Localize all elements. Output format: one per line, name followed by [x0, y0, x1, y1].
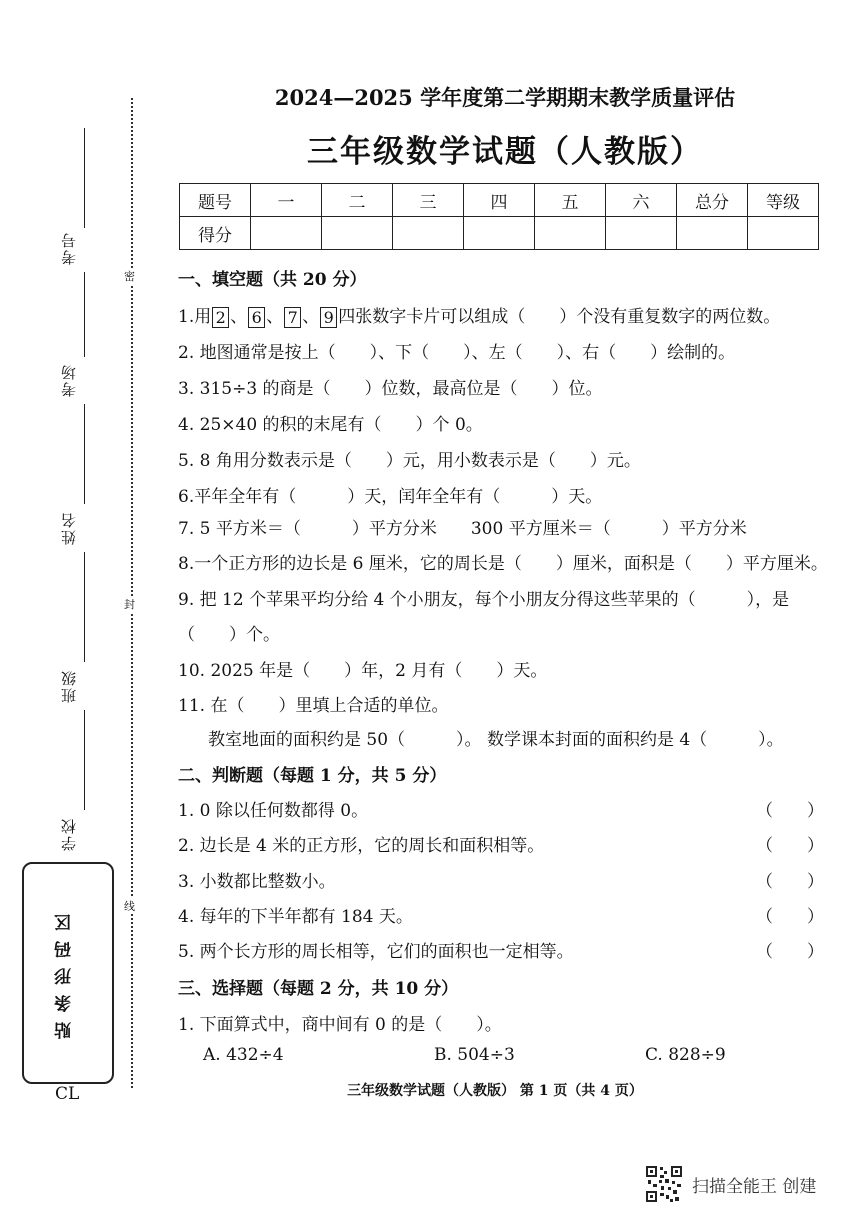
card-separator: 、: [266, 307, 284, 327]
question-fill-7: 7. 5 平方米＝（ ）平方分米 300 平方厘米＝（ ）平方分米: [178, 519, 747, 539]
question-choice-1: 1. 下面算式中，商中间有 0 的是（ ）。: [178, 1015, 502, 1035]
cut-char-xian: 线: [124, 900, 135, 913]
q1-suffix: 四张数字卡片可以组成（ ）个没有重复数字的两位数。: [338, 307, 781, 327]
question-judge-2: 2. 边长是 4 米的正方形，它的周长和面积相等。: [178, 836, 545, 856]
question-fill-2: 2. 地图通常是按上（ ）、下（ ）、左（ ）、右（ ）绘制的。: [178, 343, 736, 363]
cut-char-mi: 密: [124, 270, 135, 283]
question-fill-11: 11. 在（ ）里填上合适的单位。: [178, 696, 449, 716]
exam-title: 2024—2025 学年度第二学期期末教学质量评估: [274, 85, 736, 110]
binding-label-exam-room: 考场: [60, 363, 78, 397]
card-separator: 、: [302, 307, 320, 327]
question-fill-3: 3. 315÷3 的商是（ ）位数，最高位是（ ）位。: [178, 379, 603, 399]
score-header-cell: 三: [393, 184, 464, 217]
score-row-label: 得分: [180, 217, 251, 250]
scanner-watermark: 扫描全能王 创建: [692, 1177, 817, 1197]
score-table-score-row: [180, 217, 819, 250]
binding-label-school: 学校: [60, 817, 78, 851]
score-header-cell: 一: [251, 184, 322, 217]
question-judge-4: 4. 每年的下半年都有 184 天。: [178, 907, 413, 927]
judge-answer-blank[interactable]: （ ）: [756, 942, 824, 962]
score-cell[interactable]: [677, 217, 748, 250]
question-fill-11-items: 教室地面的面积约是 50（ ）。 数学课本封面的面积约是 4（ ）。: [208, 730, 784, 750]
score-header-cell: 五: [535, 184, 606, 217]
digit-card: 9: [320, 307, 337, 328]
cut-char-feng: 封: [124, 598, 135, 611]
binding-line: [84, 404, 85, 504]
judge-answer-blank[interactable]: （ ）: [756, 801, 824, 821]
seal-cut-line: [131, 98, 133, 1088]
question-judge-3: 3. 小数都比整数小。: [178, 872, 336, 892]
question-fill-1: [178, 302, 780, 328]
score-header-cell: 等级: [748, 184, 819, 217]
question-fill-5: 5. 8 角用分数表示是（ ）元，用小数表示是（ ）元。: [178, 451, 641, 471]
corner-code: CL: [55, 1084, 80, 1104]
judge-answer-blank[interactable]: （ ）: [756, 836, 824, 856]
section-fill-in-title: 一、填空题（共 20 分）: [178, 270, 367, 290]
section-choice-title: 三、选择题（每题 2 分，共 10 分）: [178, 979, 459, 999]
question-judge-1: 1. 0 除以任何数都得 0。: [178, 801, 369, 821]
digit-card: 6: [248, 307, 265, 328]
score-table: [179, 183, 819, 250]
digit-card: 2: [212, 307, 229, 328]
score-header-cell: 二: [322, 184, 393, 217]
question-judge-5: 5. 两个长方形的周长相等，它们的面积也一定相等。: [178, 942, 574, 962]
subject-title: 三年级数学试题（人教版）: [307, 134, 703, 170]
question-fill-8: 8.一个正方形的边长是 6 厘米，它的周长是（ ）厘米，面积是（ ）平方厘米。: [178, 554, 828, 574]
score-cell[interactable]: [322, 217, 393, 250]
question-fill-10: 10. 2025 年是（ ）年，2 月有（ ）天。: [178, 661, 548, 681]
score-header-cell: 六: [606, 184, 677, 217]
binding-line: [84, 128, 85, 228]
qr-code-icon: [645, 1165, 683, 1203]
question-fill-4: 4. 25×40 的积的末尾有（ ）个 0。: [178, 415, 483, 435]
judge-answer-blank[interactable]: （ ）: [756, 872, 824, 892]
score-cell[interactable]: [748, 217, 819, 250]
score-cell[interactable]: [606, 217, 677, 250]
score-header-cell: 四: [464, 184, 535, 217]
binding-line: [84, 710, 85, 810]
score-cell[interactable]: [535, 217, 606, 250]
score-cell[interactable]: [393, 217, 464, 250]
choice-option-c[interactable]: C. 828÷9: [645, 1045, 726, 1065]
question-fill-9-continued: （ ）个。: [178, 625, 280, 645]
score-header-cell: 总分: [677, 184, 748, 217]
binding-line: [84, 272, 85, 357]
binding-label-exam-number: 考号: [60, 231, 78, 265]
score-cell[interactable]: [464, 217, 535, 250]
binding-line: [84, 552, 85, 662]
section-judge-title: 二、判断题（每题 1 分，共 5 分）: [178, 766, 447, 786]
page-footer: 三年级数学试题（人教版） 第 1 页（共 4 页）: [347, 1083, 643, 1099]
barcode-area: [22, 862, 114, 1084]
barcode-label: 贴条形码区: [55, 904, 75, 1039]
binding-label-class: 班级: [60, 669, 78, 703]
score-cell[interactable]: [251, 217, 322, 250]
score-header-cell: 题号: [180, 184, 251, 217]
score-table-header-row: [180, 184, 819, 217]
question-fill-9: 9. 把 12 个苹果平均分给 4 个小朋友，每个小朋友分得这些苹果的（ ），是: [178, 590, 790, 610]
q1-prefix: 1.用: [178, 307, 212, 327]
choice-option-b[interactable]: B. 504÷3: [434, 1045, 515, 1065]
judge-answer-blank[interactable]: （ ）: [756, 907, 824, 927]
choice-option-a[interactable]: A. 432÷4: [203, 1045, 284, 1065]
digit-card: 7: [284, 307, 301, 328]
binding-label-name: 姓名: [60, 511, 78, 545]
question-fill-6: 6.平年全年有（ ）天，闰年全年有（ ）天。: [178, 487, 603, 507]
card-separator: 、: [230, 307, 248, 327]
